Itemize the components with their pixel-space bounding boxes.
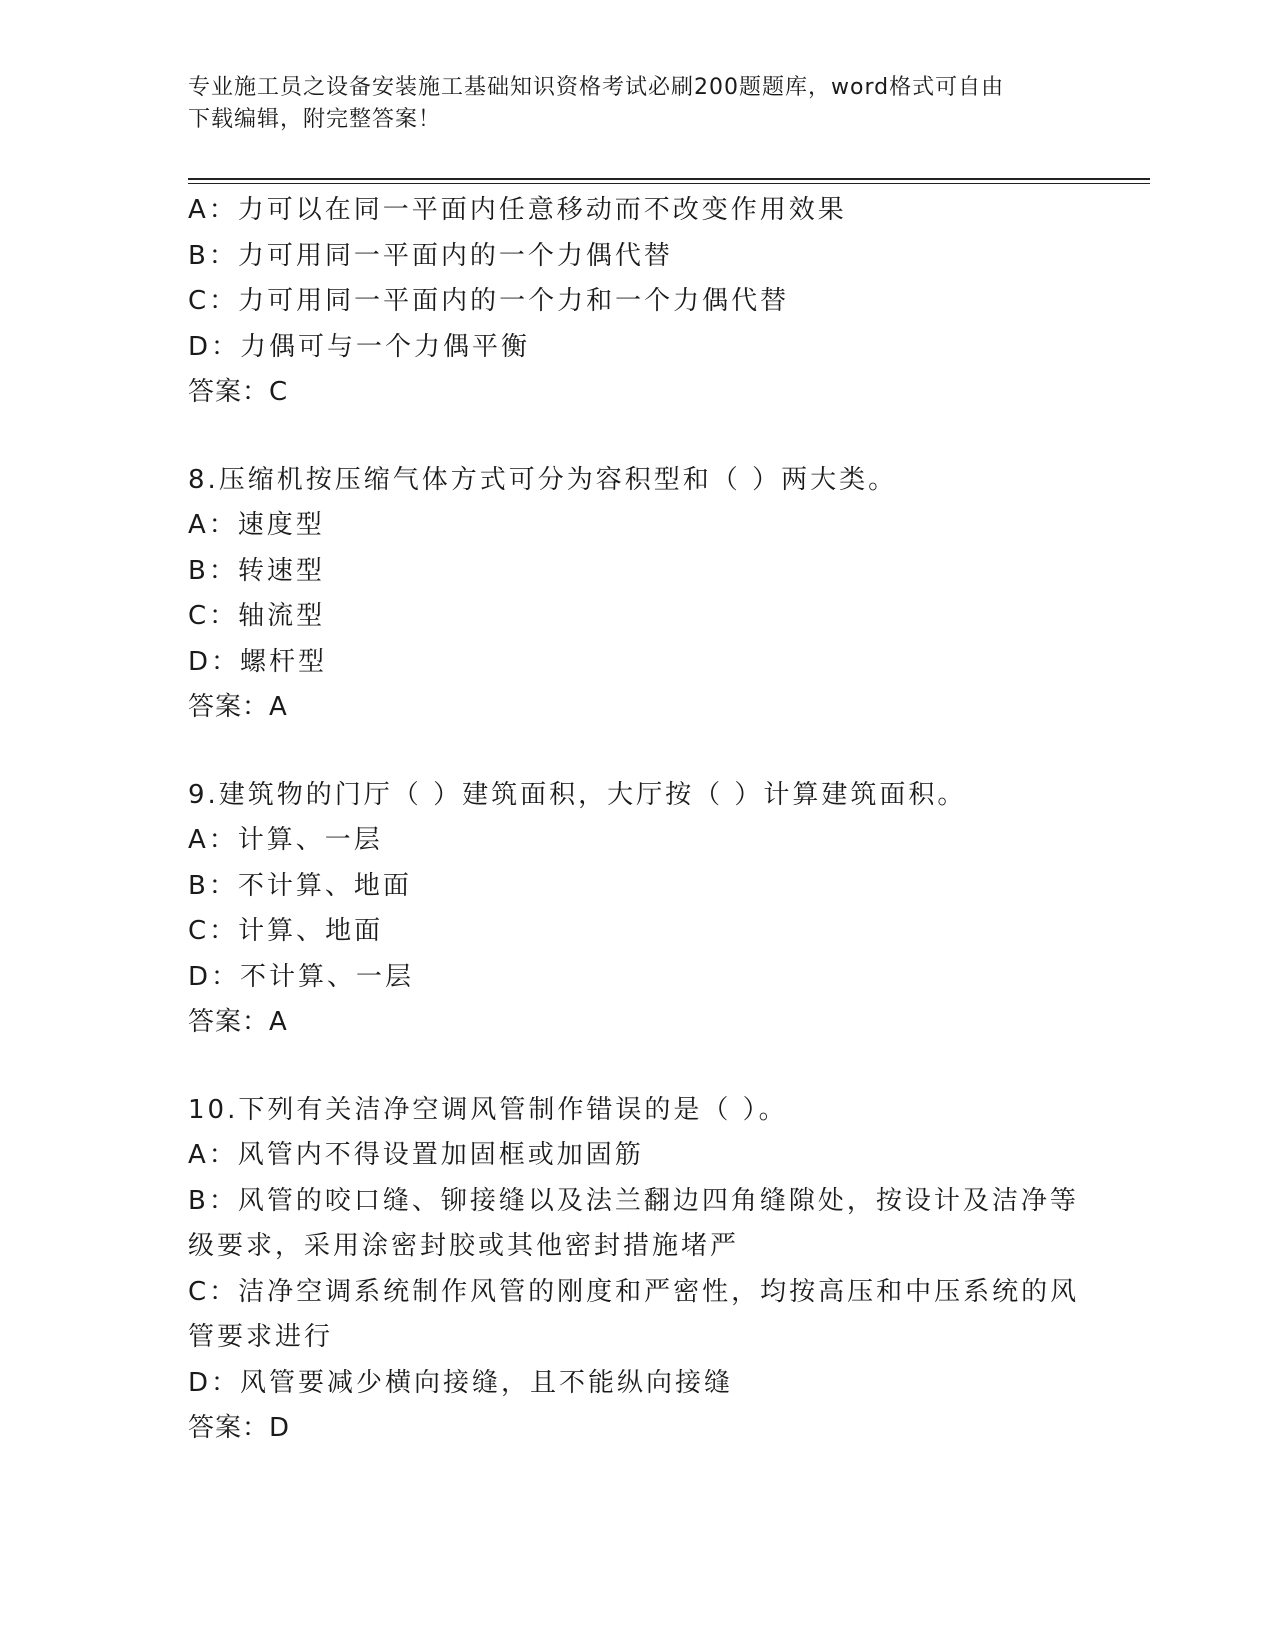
- q8-option-a: A：速度型: [188, 510, 325, 540]
- q9-option-c: C：计算、地面: [188, 916, 384, 946]
- q9-option-d: D：不计算、一层: [188, 961, 415, 992]
- q8-question: 8.压缩机按压缩气体方式可分为容积型和（ ）两大类。: [188, 464, 898, 495]
- q10-option-c: C：洁净空调系统制作风管的刚度和严密性，均按高压和中压系统的风管要求进行: [188, 1276, 1080, 1352]
- q8-option-d: D：螺杆型: [188, 646, 328, 677]
- q7-option-d: D：力偶可与一个力偶平衡: [188, 331, 531, 362]
- header-divider-thick: [188, 178, 1150, 180]
- q7-option-b: B：力可用同一平面内的一个力偶代替: [188, 240, 673, 271]
- spacer: [188, 1046, 1088, 1088]
- q8-option-b: B：转速型: [188, 555, 325, 586]
- document-header: [188, 72, 1068, 136]
- q7-option-c: C：力可用同一平面内的一个力和一个力偶代替: [188, 286, 790, 316]
- q9-question: 9.建筑物的门厅（ ）建筑面积，大厅按（ ）计算建筑面积。: [188, 779, 967, 810]
- q10-option-b: B：风管的咬口缝、铆接缝以及法兰翻边四角缝隙处，按设计及洁净等级要求，采用涂密封胶或其他密封措施堵严: [188, 1185, 1079, 1261]
- q10-option-a: A：风管内不得设置加固框或加固筋: [188, 1140, 644, 1170]
- q10-option-d: D：风管要减少横向接缝，且不能纵向接缝: [188, 1367, 734, 1398]
- question-9-block: [188, 773, 1088, 1046]
- q8-option-c: C：轴流型: [188, 601, 326, 631]
- q9-answer: 答案：A: [188, 1007, 288, 1037]
- header-line-1: 专业施工员之设备安装施工基础知识资格考试必刷200题题库，word格式可自由: [188, 75, 1005, 100]
- question-7-block: [188, 188, 1088, 416]
- question-10-block: [188, 1088, 1088, 1452]
- q10-question: 10.下列有关洁净空调风管制作错误的是（ ）。: [188, 1094, 788, 1125]
- q7-option-a: A：力可以在同一平面内任意移动而不改变作用效果: [188, 195, 847, 225]
- header-divider-thin: [188, 183, 1150, 184]
- q9-option-b: B：不计算、地面: [188, 870, 412, 901]
- question-8-block: [188, 458, 1088, 731]
- header-line-2: 下载编辑，附完整答案！: [188, 107, 442, 132]
- spacer: [188, 731, 1088, 773]
- q7-answer: 答案：C: [188, 377, 289, 407]
- spacer: [188, 416, 1088, 458]
- q9-option-a: A：计算、一层: [188, 825, 383, 855]
- q8-answer: 答案：A: [188, 692, 288, 722]
- document-body: [188, 188, 1088, 1452]
- q10-answer: 答案：D: [188, 1413, 291, 1443]
